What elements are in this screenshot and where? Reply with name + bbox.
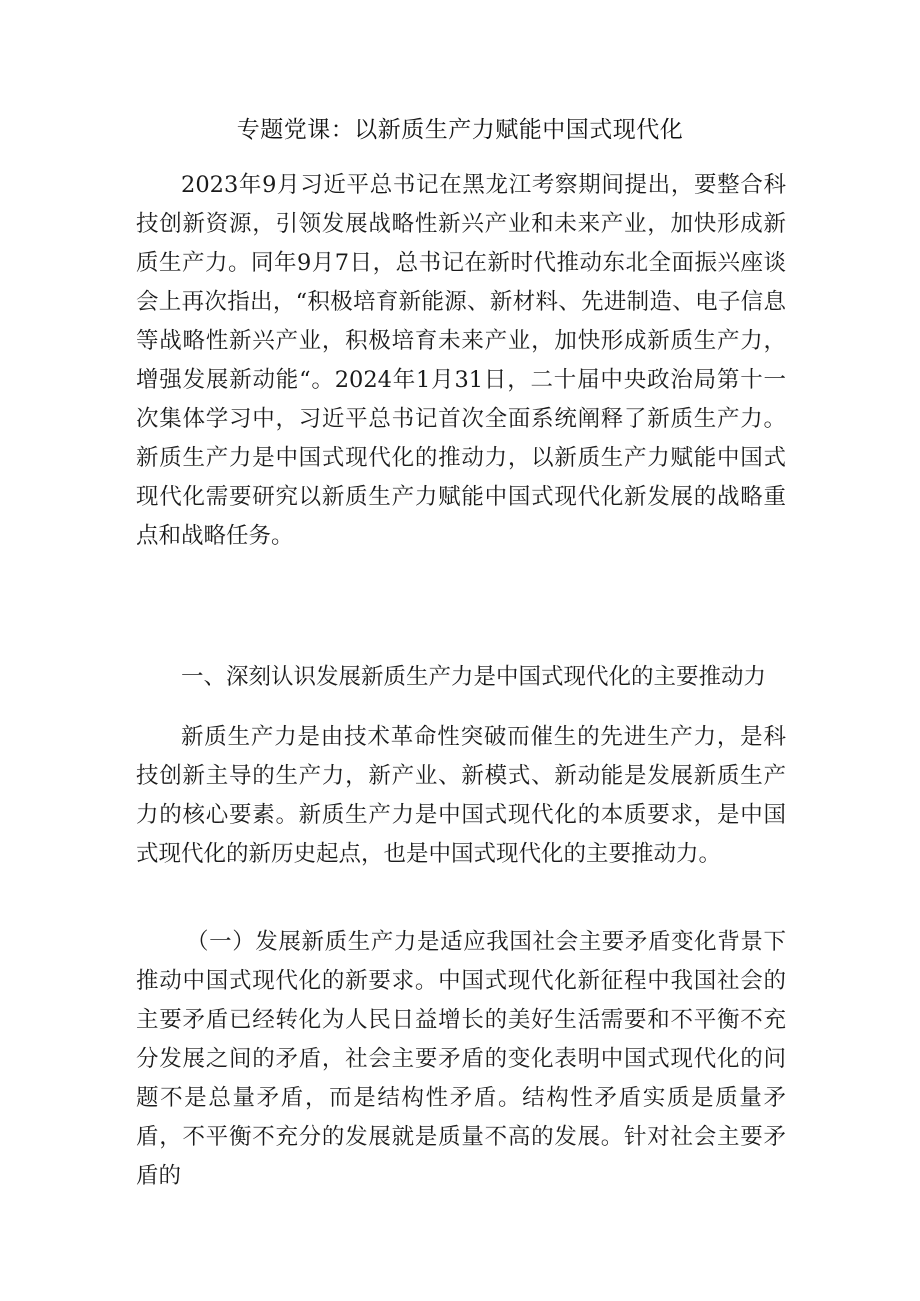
section-1-heading: 一、深刻认识发展新质生产力是中国式现代化的主要推动力 [181,664,767,690]
intro-paragraph: 2023年9月习近平总书记在黑龙江考察期间提出，要整合科技创新资源，引领发展战略性新兴产业和未来产业，加快形成新质生产力。同年9月7日，总书记在新时代推动东北全面振兴座谈会上再次指出，“积极培育新能源、新材料、先进制造、电子信息等战略性新兴产业，积极培育未来产业，加快形成新质生产力，增强发展新动能“。2024年1月31日，二十届中央政治局第十一次集体学习中，习近平总书记首次全面系统阐释了新质生产力。新质生产力是中国式现代化的推动力，以新质生产力赋能中国式现代化需要研究以新质生产力赋能中国式现代化新发展的战略重点和战略任务。 [136,172,786,549]
section-1-paragraph: 新质生产力是由技术革命性突破而催生的先进生产力，是科技创新主导的生产力，新产业、新模式、新动能是发展新质生产力的核心要素。新质生产力是中国式现代化的本质要求，是中国式现代化的新历史起点，也是中国式现代化的主要推动力。 [136,724,786,867]
subsection-1-paragraph: （一）发展新质生产力是适应我国社会主要矛盾变化背景下推动中国式现代化的新要求。中国式现代化新征程中我国社会的主要矛盾已经转化为人民日益增长的美好生活需要和不平衡不充分发展之间的矛盾，社会主要矛盾的变化表明中国式现代化的问题不是总量矛盾，而是结构性矛盾。结构性矛盾实质是质量矛盾，不平衡不充分的发展就是质量不高的发展。针对社会主要矛盾的 [136,929,786,1189]
document-title: 专题党课：以新质生产力赋能中国式现代化 [236,117,684,143]
